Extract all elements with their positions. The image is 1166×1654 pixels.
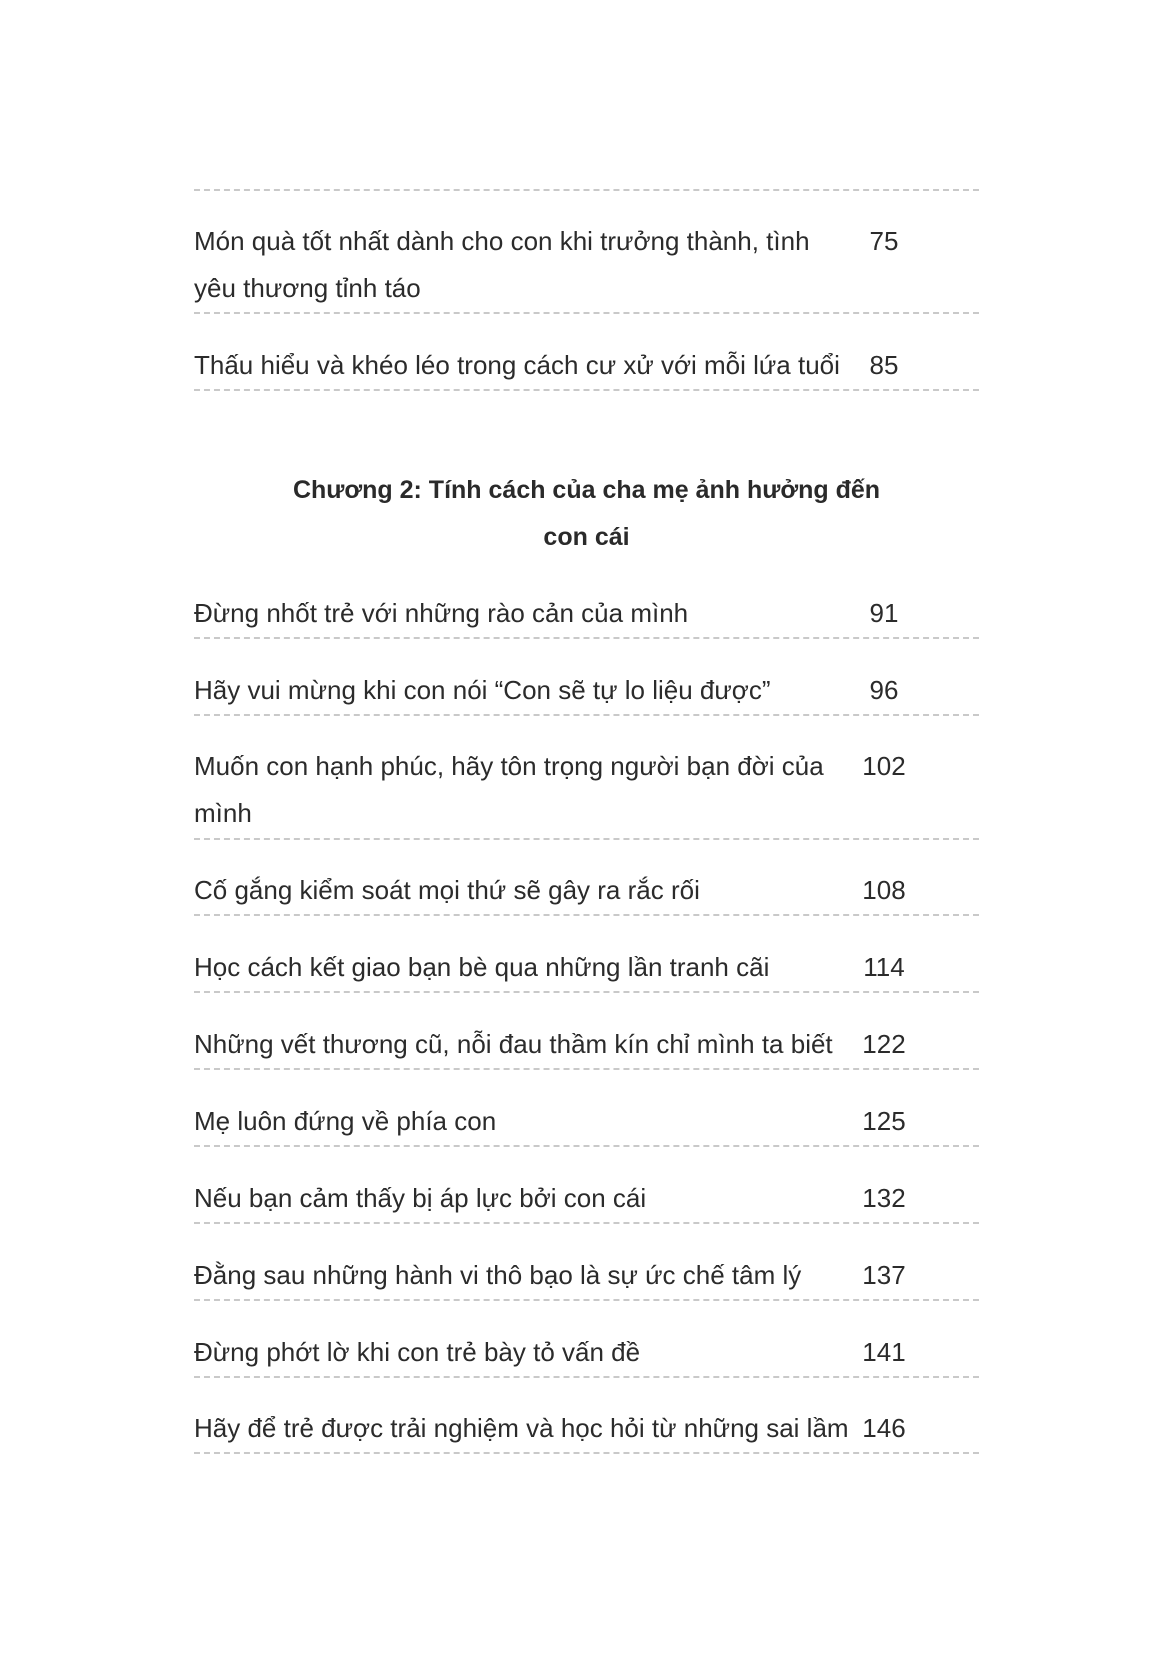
chapter-heading-line-1: Chương 2: Tính cách của cha mẹ ảnh hưởng đến [292, 476, 881, 504]
dashed-divider [194, 1145, 979, 1147]
toc-entry-page: 137 [862, 1260, 906, 1290]
dashed-divider [194, 714, 979, 716]
dashed-divider [194, 312, 979, 314]
toc-entry-page: 75 [869, 226, 899, 256]
chapter-heading-line-2: con cái [543, 523, 630, 551]
toc-entry-title: Đừng nhốt trẻ với những rào cản của mình [194, 598, 689, 628]
toc-entry-title: Mẹ luôn đứng về phía con [194, 1106, 497, 1136]
toc-entry-page: 114 [863, 952, 905, 982]
toc-entry-title: Món quà tốt nhất dành cho con khi trưởng thành, tình yêu thương tỉnh táo [194, 226, 810, 303]
dashed-divider [194, 1299, 979, 1301]
toc-entry-page: 102 [862, 751, 906, 781]
dashed-divider [194, 914, 979, 916]
toc-entry-page: 125 [862, 1106, 906, 1136]
dashed-divider [194, 1222, 979, 1224]
toc-entry-title: Học cách kết giao bạn bè qua những lần tranh cãi [194, 952, 770, 982]
toc-entry-page: 91 [869, 598, 899, 628]
dashed-divider [194, 637, 979, 639]
dashed-divider [194, 1068, 979, 1070]
toc-entry-title: Hãy để trẻ được trải nghiệm và học hỏi từ những sai lầm [194, 1413, 849, 1443]
dashed-divider [194, 189, 979, 191]
toc-entry-title: Nếu bạn cảm thấy bị áp lực bởi con cái [194, 1183, 647, 1213]
dashed-divider [194, 838, 979, 840]
toc-entry-page: 108 [862, 875, 906, 905]
dashed-divider [194, 991, 979, 993]
toc-entry-title: Những vết thương cũ, nỗi đau thầm kín chỉ mình ta biết [194, 1029, 833, 1059]
toc-entry-title: Đằng sau những hành vi thô bạo là sự ức chế tâm lý [194, 1260, 802, 1290]
toc-entry-page: 132 [862, 1183, 906, 1213]
toc-entry-page: 146 [862, 1413, 906, 1443]
dashed-divider [194, 389, 979, 391]
toc-entry-page: 141 [862, 1337, 906, 1367]
toc-entry-title: Thấu hiểu và khéo léo trong cách cư xử với mỗi lứa tuổi [194, 350, 840, 380]
dashed-divider [194, 1452, 979, 1454]
dashed-divider [194, 1376, 979, 1378]
toc-entry-page: 122 [862, 1029, 906, 1059]
toc-entry-page: 96 [869, 675, 899, 705]
toc-entry-page: 85 [869, 350, 899, 380]
toc-entry-title: Muốn con hạnh phúc, hãy tôn trọng người bạn đời của mình [194, 751, 824, 828]
toc-entry-title: Đừng phớt lờ khi con trẻ bày tỏ vấn đề [194, 1337, 641, 1367]
toc-entry-title: Cố gắng kiểm soát mọi thứ sẽ gây ra rắc rối [194, 875, 700, 905]
toc-entry-title: Hãy vui mừng khi con nói “Con sẽ tự lo liệu được” [194, 675, 771, 705]
